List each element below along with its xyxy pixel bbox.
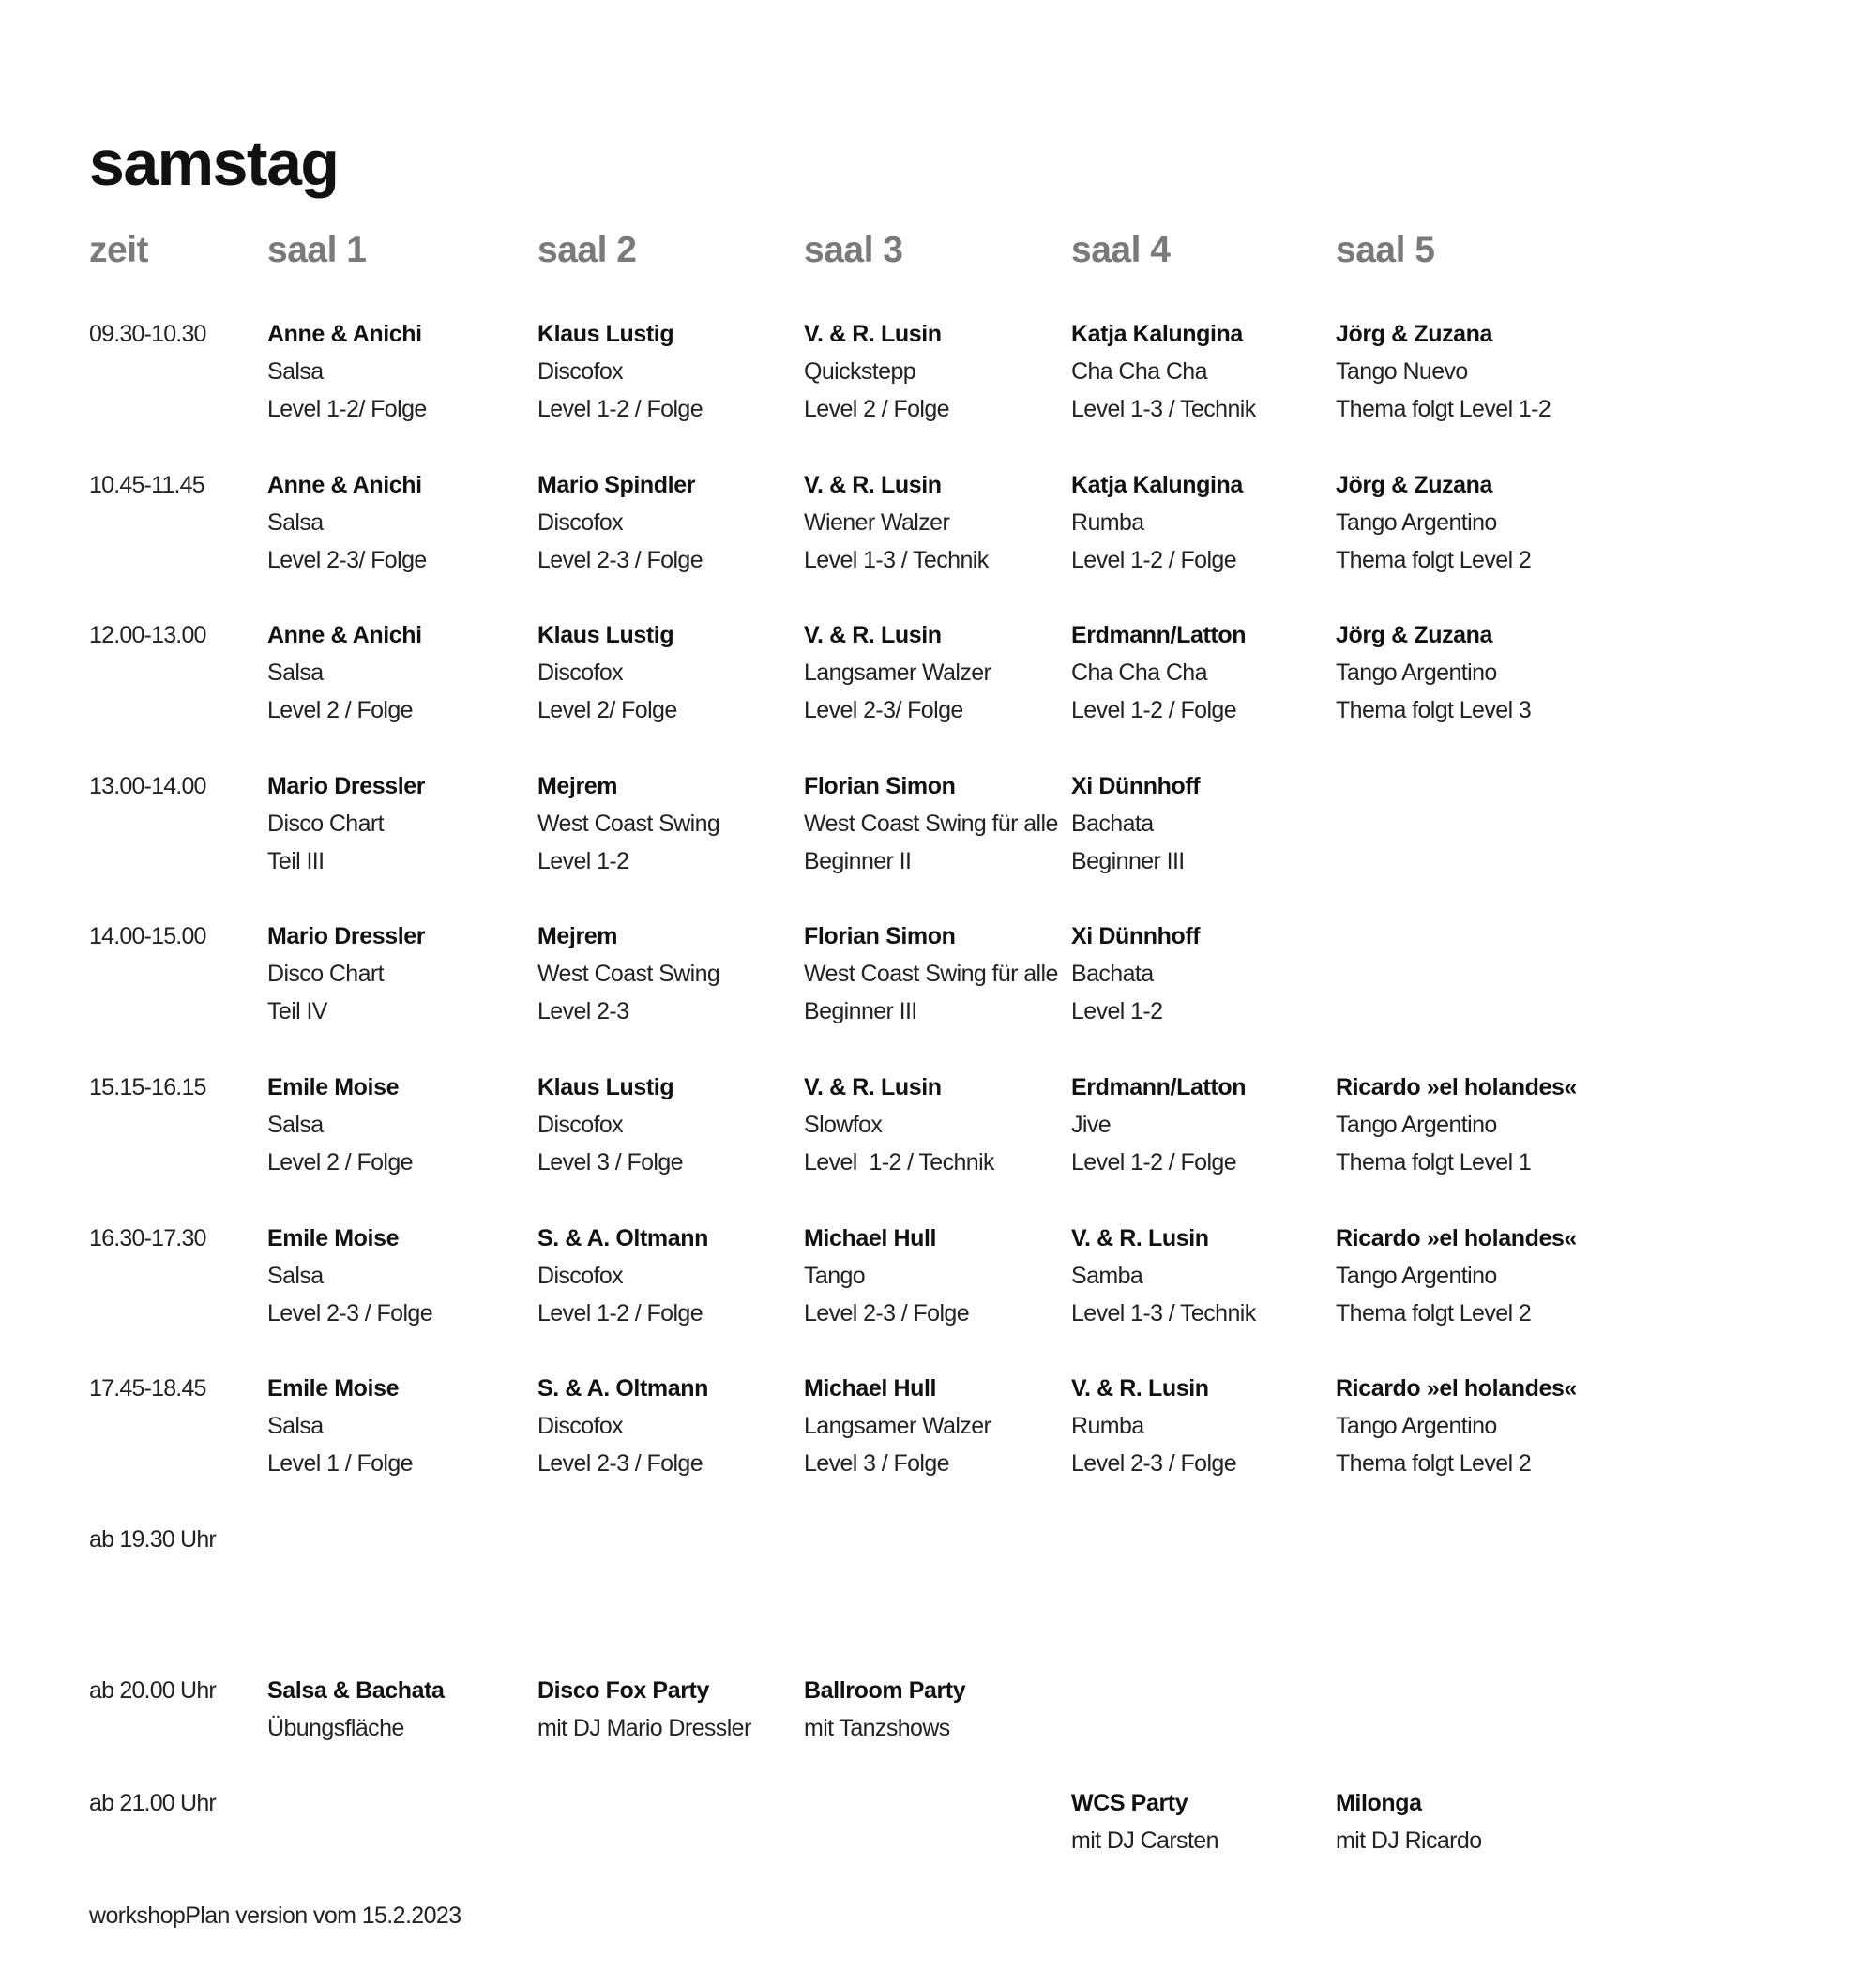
teacher-name: Ricardo »el holandes« [1336, 1074, 1577, 1100]
level-info: Level 3 / Folge [537, 1149, 683, 1175]
time-slot: 14.00-15.00 [89, 923, 206, 949]
dance-style: West Coast Swing für alle [804, 811, 1058, 837]
workshop-cell [1336, 466, 1531, 579]
teacher-name: Ricardo »el holandes« [1336, 1225, 1577, 1251]
teacher-name: V. & R. Lusin [804, 472, 942, 498]
dance-style: Discofox [537, 358, 624, 385]
workshop-cell [537, 1069, 683, 1181]
teacher-name: Florian Simon [804, 773, 956, 799]
teacher-name: Emile Moise [267, 1074, 400, 1100]
evening-time: ab 20.00 Uhr [89, 1677, 216, 1704]
level-info: Beginner III [804, 998, 917, 1024]
workshop-cell [267, 1370, 413, 1482]
level-info: Level 1-2 / Folge [1071, 547, 1237, 573]
dance-style: Rumba [1071, 1413, 1144, 1439]
teacher-name: Mario Spindler [537, 472, 696, 498]
dance-style: Bachata [1071, 961, 1154, 987]
workshop-cell [537, 917, 719, 1030]
header-saal-2: saal 2 [537, 230, 637, 270]
teacher-name: Katja Kalungina [1071, 472, 1243, 498]
teacher-name: S. & A. Oltmann [537, 1225, 708, 1251]
event-title: Disco Fox Party [537, 1677, 709, 1704]
level-info: Level 2-3 / Folge [804, 1300, 970, 1327]
teacher-name: Xi Dünnhoff [1071, 773, 1201, 799]
workshop-cell [537, 466, 703, 579]
level-info: Level 2 / Folge [267, 697, 413, 723]
level-info: Level 1-2 / Folge [1071, 1149, 1237, 1175]
teacher-name: V. & R. Lusin [1071, 1225, 1209, 1251]
teacher-name: Michael Hull [804, 1375, 937, 1402]
dance-style: Slowfox [804, 1112, 883, 1138]
teacher-name: S. & A. Oltmann [537, 1375, 708, 1402]
header-zeit: zeit [89, 230, 149, 270]
teacher-name: Jörg & Zuzana [1336, 321, 1493, 347]
dance-style: West Coast Swing für alle [804, 961, 1058, 987]
level-info: Level 1 / Folge [267, 1450, 413, 1477]
dance-style: Discofox [537, 660, 624, 686]
teacher-name: V. & R. Lusin [804, 321, 942, 347]
dance-style: Tango Argentino [1336, 1263, 1497, 1289]
evening-event [267, 1672, 445, 1747]
level-info: Level 1-2 [1071, 998, 1163, 1024]
teacher-name: Klaus Lustig [537, 321, 674, 347]
time-slot: 09.30-10.30 [89, 321, 206, 347]
level-info: Level 2/ Folge [537, 697, 677, 723]
dance-style: Disco Chart [267, 811, 384, 837]
teacher-name: Anne & Anichi [267, 472, 422, 498]
header-saal-4: saal 4 [1071, 230, 1171, 270]
teacher-name: V. & R. Lusin [804, 1074, 942, 1100]
event-title: WCS Party [1071, 1790, 1188, 1816]
teacher-name: Anne & Anichi [267, 321, 422, 347]
dance-style: Salsa [267, 660, 324, 686]
workshop-cell [267, 466, 427, 579]
dance-style: Tango Argentino [1336, 660, 1497, 686]
teacher-name: Mario Dressler [267, 923, 426, 949]
workshop-cell [267, 1220, 432, 1332]
workshop-cell [267, 616, 422, 729]
workshop-cell [537, 1370, 708, 1482]
level-info: Level 2-3 / Folge [537, 1450, 704, 1477]
workshop-cell [804, 1069, 994, 1181]
teacher-name: Mejrem [537, 773, 618, 799]
workshop-cell [1336, 1069, 1577, 1181]
workshop-cell [1071, 616, 1246, 729]
level-info: Level 2-3/ Folge [267, 547, 427, 573]
time-slot: 10.45-11.45 [89, 472, 204, 498]
dance-style: Tango Argentino [1336, 1112, 1497, 1138]
event-title: Ballroom Party [804, 1677, 966, 1704]
level-info: Teil III [267, 848, 325, 874]
dance-style: Salsa [267, 509, 324, 536]
workshop-cell [1071, 917, 1200, 1030]
teacher-name: Erdmann/Latton [1071, 622, 1247, 648]
teacher-name: V. & R. Lusin [804, 622, 942, 648]
teacher-name: Michael Hull [804, 1225, 937, 1251]
level-info: Level 1-3 / Technik [1071, 396, 1256, 422]
dance-style: Discofox [537, 1263, 624, 1289]
workshop-cell [1336, 315, 1551, 428]
header-saal-3: saal 3 [804, 230, 903, 270]
evening-time: ab 21.00 Uhr [89, 1790, 216, 1816]
level-info: Thema folgt Level 1-2 [1336, 396, 1551, 422]
workshop-cell [537, 767, 719, 880]
version-footer: workshopPlan version vom 15.2.2023 [89, 1903, 461, 1929]
workshop-cell [804, 767, 1058, 880]
event-detail: mit DJ Mario Dressler [537, 1715, 751, 1741]
workshop-cell [804, 1370, 991, 1482]
teacher-name: Mejrem [537, 923, 618, 949]
workshop-cell [267, 1069, 413, 1181]
dance-style: Cha Cha Cha [1071, 358, 1207, 385]
time-slot: 15.15-16.15 [89, 1074, 206, 1100]
dance-style: Salsa [267, 1263, 324, 1289]
dance-style: Bachata [1071, 811, 1154, 837]
level-info: Thema folgt Level 2 [1336, 1300, 1532, 1327]
dance-style: Samba [1071, 1263, 1143, 1289]
dance-style: Tango Argentino [1336, 1413, 1497, 1439]
dance-style: Tango [804, 1263, 866, 1289]
level-info: Level 1-2 / Folge [1071, 697, 1237, 723]
level-info: Level 1-2/ Folge [267, 396, 427, 422]
workshop-cell [1071, 1069, 1246, 1181]
teacher-name: Jörg & Zuzana [1336, 472, 1493, 498]
evening-time: ab 19.30 Uhr [89, 1526, 216, 1553]
teacher-name: Mario Dressler [267, 773, 426, 799]
time-slot: 12.00-13.00 [89, 622, 206, 648]
workshop-cell [804, 616, 991, 729]
workshop-cell [537, 315, 703, 428]
level-info: Level 1-2 [537, 848, 629, 874]
level-info: Level 1-2 / Technik [804, 1149, 994, 1175]
level-info: Level 1-3 / Technik [1071, 1300, 1256, 1327]
event-detail: Übungsfläche [267, 1715, 404, 1741]
teacher-name: Klaus Lustig [537, 622, 674, 648]
dance-style: Salsa [267, 1413, 324, 1439]
level-info: Level 1-2 / Folge [537, 1300, 704, 1327]
level-info: Thema folgt Level 2 [1336, 1450, 1532, 1477]
workshop-cell [1336, 1220, 1577, 1332]
teacher-name: Katja Kalungina [1071, 321, 1243, 347]
header-saal-1: saal 1 [267, 230, 367, 270]
page-title: samstag [89, 128, 339, 199]
event-detail: mit DJ Ricardo [1336, 1827, 1482, 1854]
header-saal-5: saal 5 [1336, 230, 1435, 270]
level-info: Level 1-2 / Folge [537, 396, 704, 422]
workshop-cell [804, 466, 989, 579]
level-info: Thema folgt Level 2 [1336, 547, 1532, 573]
time-slot: 13.00-14.00 [89, 773, 206, 799]
event-title: Salsa & Bachata [267, 1677, 445, 1704]
level-info: Level 2 / Folge [267, 1149, 413, 1175]
dance-style: Langsamer Walzer [804, 1413, 991, 1439]
dance-style: Tango Nuevo [1336, 358, 1468, 385]
workshop-cell [267, 917, 425, 1030]
dance-style: West Coast Swing [537, 811, 720, 837]
workshop-cell [804, 1220, 969, 1332]
evening-event [1071, 1784, 1218, 1859]
event-detail: mit DJ Carsten [1071, 1827, 1218, 1854]
dance-style: Tango Argentino [1336, 509, 1497, 536]
workshop-cell [1336, 616, 1531, 729]
workshop-cell [267, 315, 427, 428]
level-info: Level 2-3 [537, 998, 629, 1024]
teacher-name: Jörg & Zuzana [1336, 622, 1493, 648]
workshop-cell [1071, 315, 1256, 428]
evening-event [537, 1672, 751, 1747]
workshop-cell [267, 767, 425, 880]
dance-style: Langsamer Walzer [804, 660, 991, 686]
workshop-cell [804, 917, 1058, 1030]
teacher-name: Klaus Lustig [537, 1074, 674, 1100]
teacher-name: Anne & Anichi [267, 622, 422, 648]
dance-style: Salsa [267, 1112, 324, 1138]
dance-style: Discofox [537, 509, 624, 536]
event-title: Milonga [1336, 1790, 1422, 1816]
time-slot: 17.45-18.45 [89, 1375, 206, 1402]
workshop-cell [1336, 1370, 1577, 1482]
dance-style: Salsa [267, 358, 324, 385]
teacher-name: Erdmann/Latton [1071, 1074, 1247, 1100]
dance-style: Jive [1071, 1112, 1112, 1138]
workshop-cell [1071, 1220, 1256, 1332]
workshop-cell [804, 315, 949, 428]
dance-style: Disco Chart [267, 961, 384, 987]
teacher-name: Ricardo »el holandes« [1336, 1375, 1577, 1402]
level-info: Thema folgt Level 3 [1336, 697, 1532, 723]
dance-style: West Coast Swing [537, 961, 720, 987]
level-info: Beginner III [1071, 848, 1185, 874]
level-info: Level 2-3 / Folge [267, 1300, 433, 1327]
level-info: Teil IV [267, 998, 327, 1024]
level-info: Beginner II [804, 848, 912, 874]
evening-event [804, 1672, 965, 1747]
event-detail: mit Tanzshows [804, 1715, 950, 1741]
workshop-cell [1071, 767, 1200, 880]
teacher-name: V. & R. Lusin [1071, 1375, 1209, 1402]
dance-style: Cha Cha Cha [1071, 660, 1207, 686]
level-info: Level 2 / Folge [804, 396, 949, 422]
level-info: Thema folgt Level 1 [1336, 1149, 1532, 1175]
dance-style: Rumba [1071, 509, 1144, 536]
workshop-cell [1071, 466, 1243, 579]
dance-style: Discofox [537, 1112, 624, 1138]
workshop-cell [537, 1220, 708, 1332]
level-info: Level 2-3 / Folge [1071, 1450, 1237, 1477]
level-info: Level 3 / Folge [804, 1450, 949, 1477]
teacher-name: Emile Moise [267, 1225, 400, 1251]
level-info: Level 2-3 / Folge [537, 547, 704, 573]
level-info: Level 1-3 / Technik [804, 547, 989, 573]
dance-style: Quickstepp [804, 358, 916, 385]
workshop-cell [537, 616, 677, 729]
teacher-name: Florian Simon [804, 923, 956, 949]
time-slot: 16.30-17.30 [89, 1225, 206, 1251]
dance-style: Wiener Walzer [804, 509, 950, 536]
level-info: Level 2-3/ Folge [804, 697, 963, 723]
teacher-name: Xi Dünnhoff [1071, 923, 1201, 949]
evening-event [1336, 1784, 1482, 1859]
dance-style: Discofox [537, 1413, 624, 1439]
workshop-cell [1071, 1370, 1236, 1482]
teacher-name: Emile Moise [267, 1375, 400, 1402]
